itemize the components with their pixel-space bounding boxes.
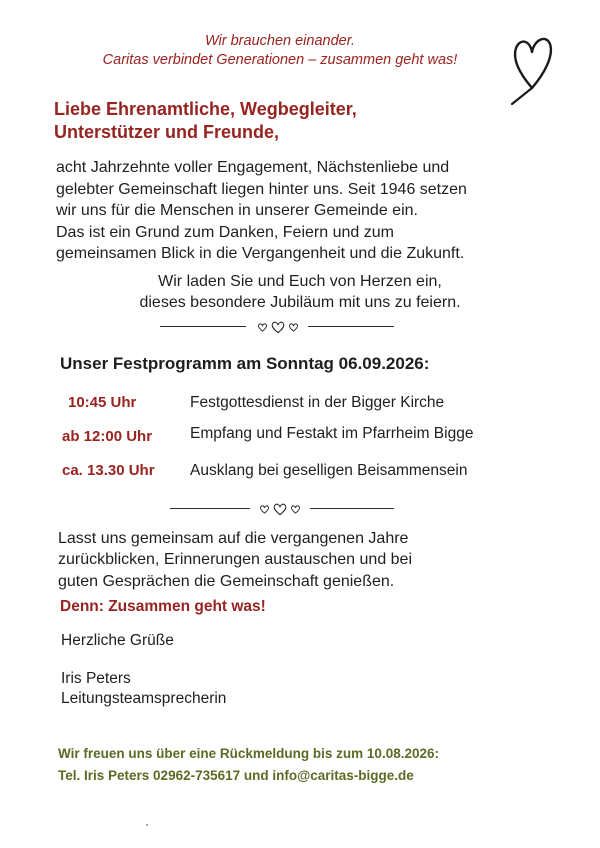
footer-line-1: Wir freuen uns über eine Rückmeldung bis zum 10.08.2026: bbox=[58, 746, 439, 761]
regards: Herzliche Grüße bbox=[61, 632, 174, 649]
signature bbox=[61, 669, 226, 709]
small-heart-icon bbox=[258, 323, 267, 332]
signature-name: Iris Peters bbox=[61, 670, 131, 687]
closing-line: Lasst uns gemeinsam auf die vergangenen Jahre bbox=[58, 530, 409, 547]
intro-line: acht Jahrzehnte voller Engagement, Nächstenliebe und bbox=[56, 159, 450, 176]
program-event: Empfang und Festakt im Pfarrheim Bigge bbox=[190, 425, 474, 442]
intro-paragraph bbox=[56, 157, 556, 265]
signature-role: Leitungsteamsprecherin bbox=[61, 690, 227, 707]
intro-line: Das ist ein Grund zum Danken, Feiern und zum bbox=[56, 223, 394, 241]
invitation-line: Wir laden Sie und Euch von Herzen ein, bbox=[158, 273, 442, 290]
tagline-line-1: Wir brauchen einander. bbox=[204, 33, 356, 49]
divider-line bbox=[308, 326, 394, 327]
program-item bbox=[62, 461, 562, 483]
greeting-heading bbox=[54, 98, 454, 144]
scan-speck bbox=[146, 824, 148, 826]
heart-divider bbox=[160, 320, 394, 334]
greeting-line-1: Liebe Ehrenamtliche, Wegbegleiter, bbox=[54, 99, 357, 119]
divider-line bbox=[170, 508, 250, 509]
closing-line: guten Gesprächen die Gemeinschaft genießen. bbox=[58, 572, 395, 590]
program-event: Ausklang bei geselligen Beisammensein bbox=[190, 462, 468, 479]
program-heading: Unser Festprogramm am Sonntag 06.09.2026: bbox=[60, 354, 430, 373]
divider-line bbox=[160, 326, 246, 327]
motto: Denn: Zusammen geht was! bbox=[60, 598, 266, 615]
intro-line: gemeinsamen Blick in die Vergangenheit und die Zukunft. bbox=[56, 245, 465, 263]
program-time: ab 12:00 Uhr bbox=[62, 428, 153, 445]
divider-line bbox=[310, 508, 394, 509]
divider-hearts bbox=[256, 502, 304, 516]
small-heart-icon bbox=[291, 505, 300, 514]
contact-footer bbox=[58, 743, 578, 786]
tagline-line-2: Caritas verbindet Generationen – zusammen geht was! bbox=[102, 52, 458, 68]
footer-line-2: Tel. Iris Peters 02962-735617 und info@caritas-bigge.de bbox=[58, 767, 414, 783]
divider-hearts bbox=[254, 320, 302, 334]
program-item bbox=[62, 393, 562, 415]
program-time: ca. 13.30 Uhr bbox=[62, 462, 155, 479]
program-time: 10:45 Uhr bbox=[68, 394, 137, 411]
invitation-text bbox=[60, 271, 540, 313]
heart-icon bbox=[273, 503, 287, 516]
intro-line: gelebter Gemeinschaft liegen hinter uns. Seit 1946 setzen bbox=[56, 180, 467, 198]
invitation-line: dieses besondere Jubiläum mit uns zu feiern. bbox=[139, 294, 461, 311]
closing-paragraph bbox=[58, 528, 558, 592]
intro-line: wir uns für die Menschen in unserer Gemeinde ein. bbox=[56, 202, 418, 220]
heart-icon bbox=[271, 321, 285, 334]
heart-divider bbox=[170, 502, 404, 516]
program-item bbox=[62, 424, 562, 446]
tagline bbox=[40, 32, 520, 70]
greeting-line-2: Unterstützer und Freunde, bbox=[54, 122, 280, 142]
heart-logo-icon bbox=[506, 30, 558, 110]
small-heart-icon bbox=[289, 323, 298, 332]
program-event: Festgottesdienst in der Bigger Kirche bbox=[190, 394, 445, 411]
small-heart-icon bbox=[260, 505, 269, 514]
closing-line: zurückblicken, Erinnerungen austauschen und bei bbox=[58, 551, 413, 569]
